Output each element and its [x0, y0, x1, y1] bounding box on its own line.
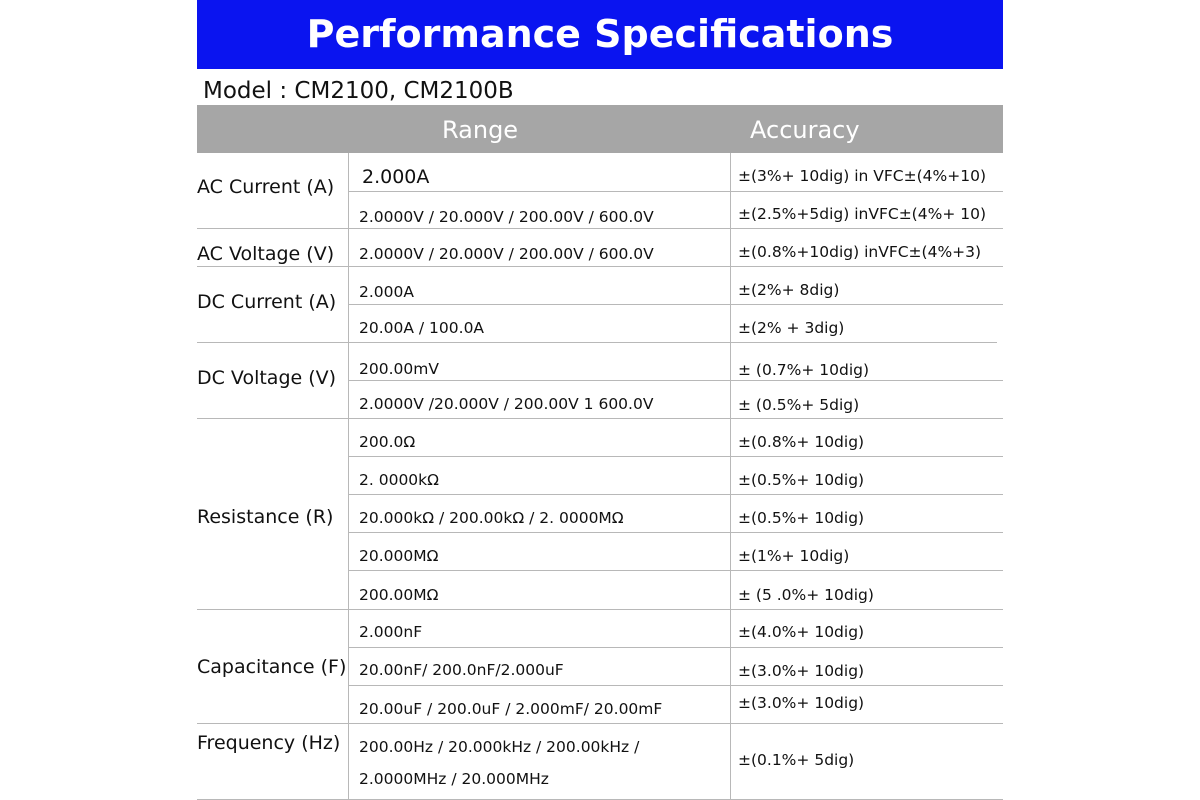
accuracy-cell: ±(3.0%+ 10dig)	[738, 694, 865, 712]
accuracy-cell: ±(3%+ 10dig) in VFC±(4%+10)	[738, 167, 986, 185]
range-header: Range	[442, 116, 519, 144]
grid-line	[348, 494, 1003, 495]
spec-sheet	[197, 0, 1003, 800]
range-cell: 200.00MΩ	[359, 586, 439, 604]
accuracy-header: Accuracy	[750, 116, 860, 144]
table-header	[197, 105, 1003, 153]
range-cell: 2.000nF	[359, 623, 423, 641]
accuracy-cell: ±(2.5%+5dig) inVFC±(4%+ 10)	[738, 205, 986, 223]
title-banner: Performance Specifications	[197, 0, 1003, 69]
grid-line	[348, 153, 349, 800]
category-dc-current: DC Current (A)	[197, 291, 337, 313]
accuracy-cell: ±(0.8%+10dig) inVFC±(4%+3)	[738, 243, 982, 261]
range-cell: 20.00uF / 200.0uF / 2.000mF/ 20.00mF	[359, 700, 663, 718]
grid-line	[197, 723, 1003, 724]
category-resistance: Resistance (R)	[197, 506, 334, 528]
grid-line	[197, 418, 1003, 419]
grid-line	[197, 342, 997, 343]
accuracy-cell: ± (0.7%+ 10dig)	[738, 361, 870, 379]
category-ac-voltage: AC Voltage (V)	[197, 243, 335, 265]
grid-line	[348, 191, 1003, 192]
grid-line	[348, 570, 1003, 571]
range-cell: 2.0000V /20.000V / 200.00V 1 600.0V	[359, 395, 654, 413]
category-capacitance: Capacitance (F)	[197, 656, 347, 678]
range-cell: 2.0000MHz / 20.000MHz	[359, 770, 549, 788]
accuracy-cell: ±(2% + 3dig)	[738, 319, 845, 337]
grid-line	[348, 304, 1003, 305]
grid-line	[348, 685, 1003, 686]
accuracy-cell: ±(0.5%+ 10dig)	[738, 509, 865, 527]
accuracy-cell: ±(1%+ 10dig)	[738, 547, 850, 565]
range-cell: 20.00nF/ 200.0nF/2.000uF	[359, 661, 564, 679]
range-cell: 2.000A	[359, 283, 414, 301]
grid-line	[348, 532, 1003, 533]
range-cell: 20.00A / 100.0A	[359, 319, 485, 337]
accuracy-cell: ±(0.8%+ 10dig)	[738, 433, 865, 451]
range-cell: 2.0000V / 20.000V / 200.00V / 600.0V	[359, 208, 654, 226]
range-cell: 2.000A	[362, 167, 430, 187]
accuracy-cell: ±(0.1%+ 5dig)	[738, 751, 855, 769]
accuracy-cell: ±(2%+ 8dig)	[738, 281, 840, 299]
grid-line	[348, 456, 1003, 457]
category-frequency: Frequency (Hz)	[197, 732, 341, 754]
grid-line	[197, 266, 1003, 267]
grid-line	[730, 153, 731, 800]
range-cell: 2.0000V / 20.000V / 200.00V / 600.0V	[359, 245, 654, 263]
accuracy-cell: ±(3.0%+ 10dig)	[738, 662, 865, 680]
range-cell: 20.000MΩ	[359, 547, 439, 565]
accuracy-cell: ±(0.5%+ 10dig)	[738, 471, 865, 489]
accuracy-cell: ±(4.0%+ 10dig)	[738, 623, 865, 641]
grid-line	[197, 609, 1003, 610]
model-label: Model : CM2100, CM2100B	[203, 78, 514, 104]
category-ac-current: AC Current (A)	[197, 176, 335, 198]
grid-line	[348, 647, 1003, 648]
range-cell: 200.0Ω	[359, 433, 416, 451]
range-cell: 200.00Hz / 20.000kHz / 200.00kHz /	[359, 738, 640, 756]
range-cell: 200.00mV	[359, 360, 439, 378]
grid-line	[197, 228, 1003, 229]
grid-line	[348, 380, 1003, 381]
category-dc-voltage: DC Voltage (V)	[197, 367, 337, 389]
range-cell: 2. 0000kΩ	[359, 471, 439, 489]
range-cell: 20.000kΩ / 200.00kΩ / 2. 0000MΩ	[359, 509, 624, 527]
accuracy-cell: ± (5 .0%+ 10dig)	[738, 586, 874, 604]
accuracy-cell: ± (0.5%+ 5dig)	[738, 396, 860, 414]
